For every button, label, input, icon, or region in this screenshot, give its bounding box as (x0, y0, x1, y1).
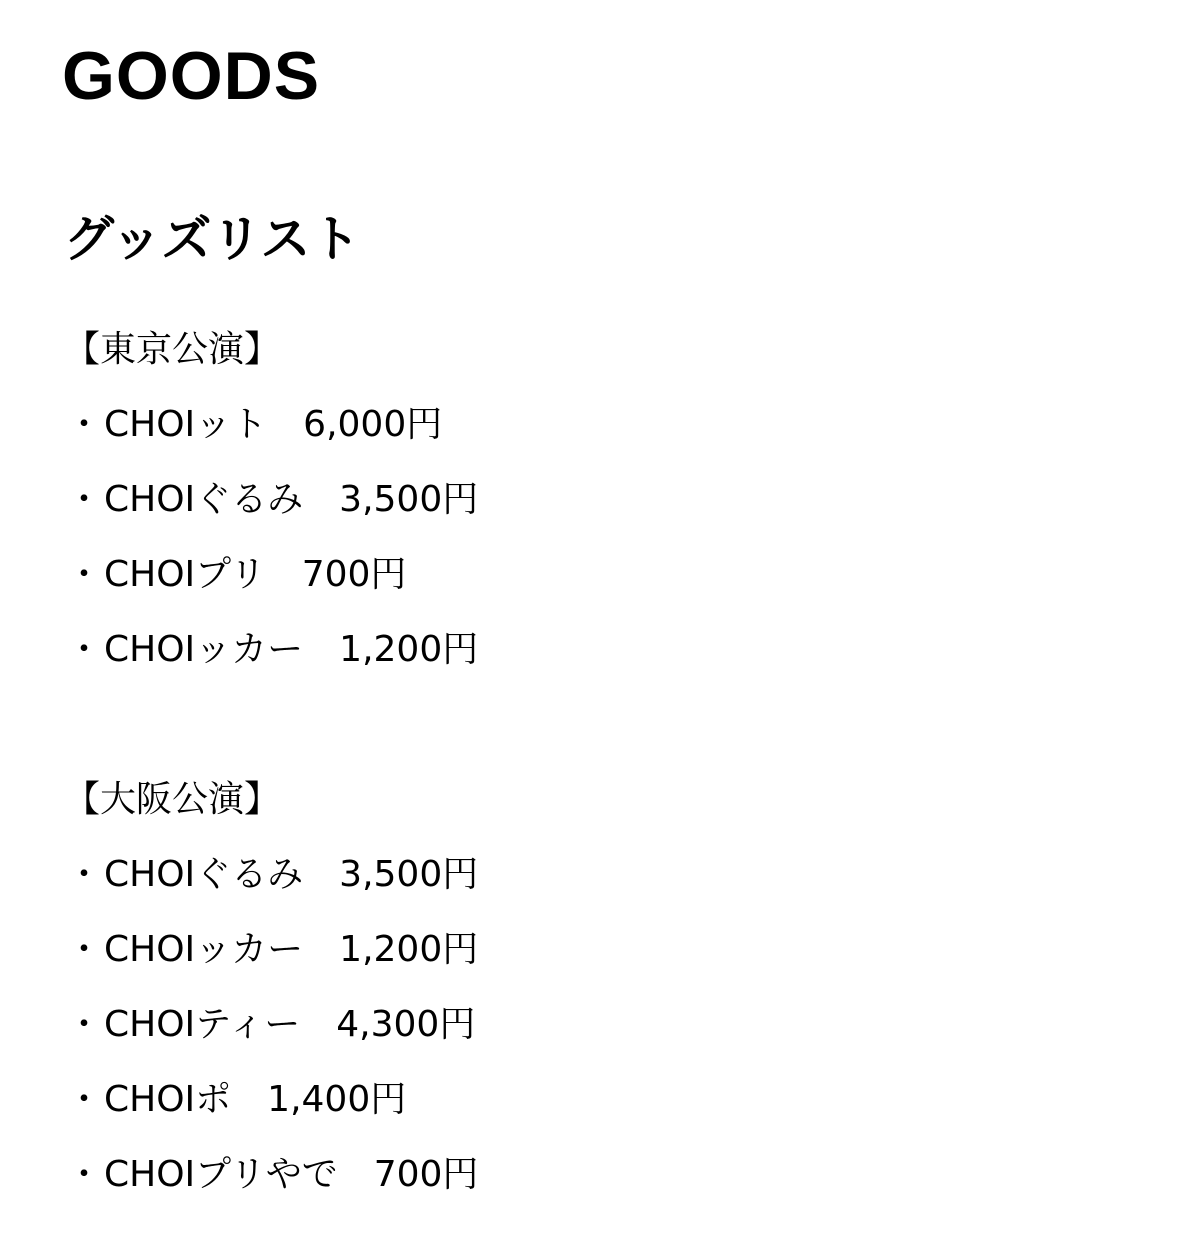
goods-item (64, 845, 964, 920)
goods-item (64, 920, 964, 995)
goods-item-text: CHOIプリやで 700円 (104, 1154, 479, 1195)
goods-item-text: CHOIポ 1,400円 (104, 1079, 407, 1120)
osaka-section-heading: 【大阪公演】 (64, 779, 281, 820)
goods-item (64, 995, 964, 1070)
goods-item (64, 545, 964, 620)
bullet: ・ (65, 629, 102, 670)
goods-item (64, 1070, 964, 1145)
goods-item-text: CHOIぐるみ 3,500円 (104, 479, 479, 520)
tokyo-section-heading: 【東京公演】 (64, 329, 281, 370)
bullet: ・ (65, 404, 102, 445)
goods-item-text: CHOIッカー 1,200円 (104, 629, 479, 670)
goods-item-text: CHOIティー 4,300円 (104, 1004, 476, 1045)
bullet: ・ (65, 854, 102, 895)
goods-item-text: CHOIット 6,000円 (104, 404, 443, 445)
goods-item (64, 395, 964, 470)
bullet: ・ (65, 1154, 102, 1195)
page-title: GOODS (62, 38, 321, 114)
goods-item (64, 620, 964, 695)
bullet: ・ (65, 929, 102, 970)
goods-item (64, 1145, 964, 1220)
goods-item-text: CHOIッカー 1,200円 (104, 929, 479, 970)
tokyo-goods-list (64, 395, 964, 695)
goods-item-text: CHOIぐるみ 3,500円 (104, 854, 479, 895)
bullet: ・ (65, 554, 102, 595)
tokyo-goods-section (64, 320, 964, 695)
osaka-goods-list (64, 845, 964, 1220)
bullet: ・ (65, 479, 102, 520)
goods-item (64, 470, 964, 545)
osaka-goods-section (64, 770, 964, 1220)
goods-list-title: グッズリスト (64, 210, 361, 268)
bullet: ・ (65, 1079, 102, 1120)
bullet: ・ (65, 1004, 102, 1045)
goods-item-text: CHOIプリ 700円 (104, 554, 407, 595)
